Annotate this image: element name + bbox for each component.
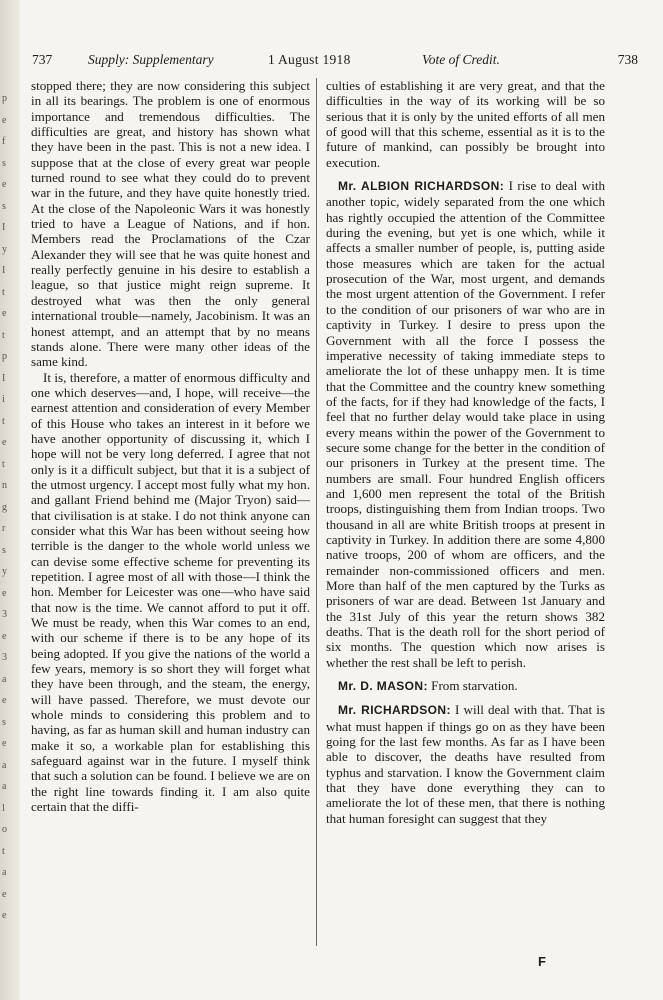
gutter-char: e [2,437,7,448]
running-title-left: Supply: Supplementary [88,52,214,67]
running-title-right: Vote of Credit. [422,52,500,67]
paragraph: stopped there; they are now considering this subject in all its bearings. The problem is one of enormous importance and tremendous difficulties. The difficulties are great, and history has shown what they have been in the past. This is not a new idea. I suppose that at the close of every great war people turned round to see what they could do to prevent war in the future, and they have quite honestly tried. At the close of the Napoleonic Wars it was honestly tried to have a League of Nations, and if hon. Members read the Proclamations of the Czar Alexander they will see that he was quite honest and really perfectly genuine in his desire to establish a league, so that justice might reign supreme. It destroyed what was then the only general international trouble—namely, Jacobinism. It was an honest attempt, and an attempt that by no means stands alone. There were many other ideas of the same kind. [31,78,310,370]
signature-mark: F [538,954,546,969]
gutter-char: t [2,286,5,298]
column-number-right: 738 [617,52,638,67]
gutter-char: l [2,802,5,814]
speech-text: I rise to deal with another topic, widely separated from the one which has rightly occupied the attention of the Committee during the evening, but yet is one which, while it affects a smaller number of people, is, putting aside those measures which are taken for the actual prosecution of the War, most urgent, and demands the most urgent attention of the Government. I refer to the condition of our prisoners of war who are in captivity in Turkey. I desire to press upon the Government with all the force I possess the imperative necessity of taking immediate steps to ameliorate the lot of these unhappy men. It is time that the Committee and the country knew something of the facts, for if they had knowledge of the facts, I feel that no further delay would take place in using every means within the power of the Government to secure some change for the better in the condition of our prisoners in Turkey at the present time. The numbers are small. Four hundred English officers and 1,600 men represent the total of the British troops, distinguishing them from Indian troops. Two thousand in all are white British troops at present in captivity in Turkey. In addition there are some 4,800 native troops, 200 of whom are officers, and the remainder non-commissioned officers and men. More than half of the men captured by the Turks as prisoners of war are dead. Between 1st January and the 31st July of this year the return shows 382 deaths. That is the death roll for the short period of six months. The question which now arises is whether the rest shall be left to perish. [326,178,606,670]
gutter-char: t [2,458,5,470]
gutter-char: I [2,222,6,233]
gutter-char: p [2,93,7,104]
gutter-char: y [2,243,7,255]
speaker-name: Mr. ALBION RICHARDSON: [338,179,505,194]
page-header [32,52,638,72]
gutter-bleed-text [2,88,14,927]
gutter-char: e [2,308,7,319]
gutter-char: t [2,329,5,341]
gutter-char: e [2,114,7,126]
speech-text: I will deal with that. That is what must happen if things go on as they have been going for the last few months. As far as I have been able to discover, the deaths have resulted from typhus and starvation. I know the Government claim that they have done everything they can to ameliorate the lot of these men, that there is nothing that human foresight can suggest that they [326,702,605,826]
right-text-column [326,78,605,826]
gutter-char: n [2,480,7,491]
column-number-left: 737 [32,52,53,67]
page-binding-edge [0,0,20,1000]
gutter-char: p [2,351,7,362]
paragraph: culties of establishing it are very great, and that the difficulties in the way of its working will be so serious that it is only by the united efforts of all men of good will that this scheme, essential as it is to the future of mankind, can possibly be brought into execution. [326,78,605,170]
gutter-char: e [2,888,7,900]
gutter-char: t [2,415,5,427]
gutter-char: s [2,716,6,728]
gutter-char: r [2,523,6,534]
gutter-char: e [2,695,7,706]
left-text-column [31,78,310,815]
header-date: 1 August 1918 [268,52,351,67]
gutter-char: a [2,867,7,878]
gutter-char: g [2,501,7,513]
gutter-char: a [2,781,7,792]
speech-paragraph [326,678,605,694]
speaker-name: Mr. D. MASON: [338,679,428,694]
speech-text: From starvation. [431,678,518,694]
gutter-char: e [2,630,7,642]
speech-paragraph [326,702,605,826]
gutter-char: a [2,759,7,771]
gutter-char: 3 [2,609,7,620]
column-divider [316,78,317,946]
gutter-char: I [2,265,6,276]
gutter-char: s [2,157,6,169]
gutter-char: i [2,394,5,405]
gutter-char: e [2,587,7,599]
gutter-char: e [2,179,7,190]
paragraph: It is, therefore, a matter of enormous difficulty and one which deserves—and, I hope, will receive—the earnest attention and consideration of every Member of this House who takes an interest in it before we have another opportunity of discussing it, which I hope will not be very long deferred. I agree that not only is it a difficult subject, but that it is a subject of the utmost urgency. I accept most fully what my hon. and gallant Friend behind me (Major Tryon) said—that civilisation is at stake. I do not think anyone can consider what this War has been without seeing how terrible is the danger to the whole world unless we can devise some effective scheme for preventing its repetition. I agree most of all with those—I think the hon. Member for Leicester was one—who have said that now is the time. We cannot afford to put it off. We must be ready, when this War comes to an end, with our scheme if there is to be any hope of its being adopted. If you give the nations of the world a few years, memory is so short they will forget what they have been through, and the steam, the energy, will have passed. Therefore, we must devote our whole minds to considering this problem and to having, as far as human skill and human industry can make it so, a workable plan for establishing this safeguard against war in the future. I myself think that such a solution can be found. I believe we are on the right line towards finding it. I am also quite certain that the diffi- [31,369,310,815]
speech-paragraph [326,178,605,670]
gutter-char: s [2,200,6,212]
gutter-char: I [2,372,6,384]
gutter-char: f [2,136,6,147]
gutter-char: a [2,673,7,685]
gutter-char: e [2,738,7,749]
gutter-char: s [2,544,6,556]
gutter-char: o [2,824,7,835]
gutter-char: y [2,566,7,577]
gutter-char: 3 [2,652,7,663]
gutter-char: t [2,845,5,857]
gutter-char: e [2,910,7,921]
speaker-name: Mr. RICHARDSON: [338,703,451,718]
